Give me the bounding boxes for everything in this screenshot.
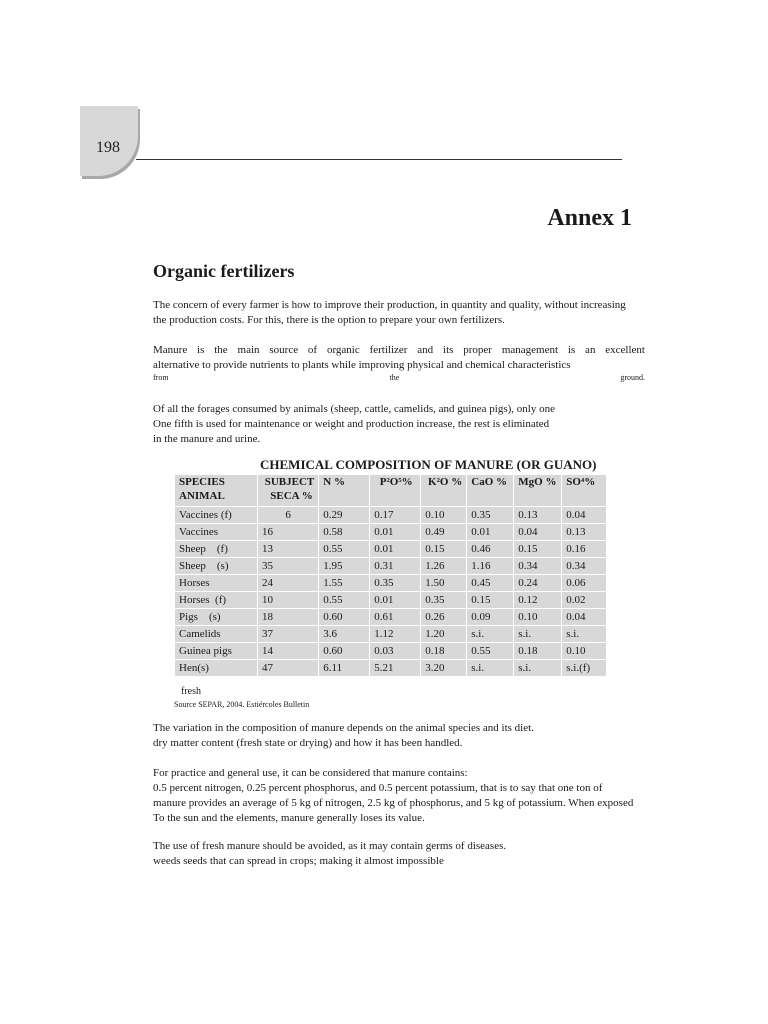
table-cell: 0.60	[319, 609, 370, 626]
table-cell: 0.58	[319, 524, 370, 541]
table-title: CHEMICAL COMPOSITION OF MANURE (OR GUANO)	[260, 457, 597, 472]
table-cell: 0.06	[562, 575, 607, 592]
table-cell: 0.10	[514, 609, 562, 626]
paragraph-line: The concern of every farmer is how to improve their production, in quantity and quality, without increasing	[153, 299, 626, 311]
table-row	[175, 626, 607, 643]
paragraph-line: Manure is the main source of organic fertilizer and its proper management is an excellent	[153, 344, 645, 356]
table-row	[175, 507, 607, 524]
table-cell: Sheep (f)	[175, 541, 258, 558]
paragraph-5	[153, 766, 673, 826]
paragraph-line: One fifth is used for maintenance or weight and production increase, the rest is eliminated	[153, 418, 550, 430]
table-row	[175, 592, 607, 609]
table-cell: 0.04	[562, 507, 607, 524]
table-cell: 0.01	[370, 592, 421, 609]
table-cell: 37	[258, 626, 319, 643]
table-cell: Hen(s)	[175, 660, 258, 677]
table-cell: 0.10	[421, 507, 467, 524]
table-cell: 35	[258, 558, 319, 575]
table-cell: 0.13	[562, 524, 607, 541]
table-cell: s.i.	[514, 626, 562, 643]
page-number: 198	[96, 139, 120, 156]
table-cell: 0.16	[562, 541, 607, 558]
table-cell: Vaccines	[175, 524, 258, 541]
table-cell: 6	[258, 507, 319, 524]
column-header	[370, 475, 421, 507]
column-header	[421, 475, 467, 507]
table-cell: 0.55	[467, 643, 514, 660]
table-cell: 0.01	[370, 524, 421, 541]
table-cell: 0.49	[421, 524, 467, 541]
table-row	[175, 524, 607, 541]
table-row	[175, 609, 607, 626]
table-cell: 0.29	[319, 507, 370, 524]
table-source: Source SEPAR, 2004. Estiércoles Bulletin	[174, 700, 310, 709]
table-cell: s.i.	[467, 626, 514, 643]
table-row	[175, 643, 607, 660]
table-cell: s.i.	[514, 660, 562, 677]
column-header: SUBJECT SECA %	[258, 475, 319, 507]
paragraph-6	[153, 839, 673, 869]
paragraph-line: The variation in the composition of manure depends on the animal species and its diet.	[153, 722, 534, 734]
paragraph-line: alternative to provide nutrients to plants while improving physical and chemical characteristics	[153, 359, 571, 371]
paragraph-line: weeds seeds that can spread in crops; making it almost impossible	[153, 855, 444, 867]
table-row	[175, 660, 607, 677]
table-cell: 0.55	[319, 541, 370, 558]
table-cell: 1.50	[421, 575, 467, 592]
table-cell: Camelids	[175, 626, 258, 643]
paragraph-line: the production costs. For this, there is the option to prepare your own fertilizers.	[153, 314, 505, 326]
table-header-row	[175, 475, 607, 507]
column-header: N %	[319, 475, 370, 507]
table-cell: 0.04	[514, 524, 562, 541]
table-cell: 1.12	[370, 626, 421, 643]
table-cell: 0.03	[370, 643, 421, 660]
table-cell: 0.18	[421, 643, 467, 660]
table-cell: 0.15	[514, 541, 562, 558]
table-cell: 1.20	[421, 626, 467, 643]
table-cell: 0.09	[467, 609, 514, 626]
paragraph-line: from the ground.	[153, 373, 645, 382]
table-cell: Pigs (s)	[175, 609, 258, 626]
table-cell: 16	[258, 524, 319, 541]
table-cell: 0.55	[319, 592, 370, 609]
table-cell: 14	[258, 643, 319, 660]
paragraph-line: manure provides an average of 5 kg of nitrogen, 2.5 kg of phosphorus, and 5 kg of potassium. When exposed	[153, 797, 634, 809]
table-cell: 0.17	[370, 507, 421, 524]
table-cell: Sheep (s)	[175, 558, 258, 575]
table-cell: 0.10	[562, 643, 607, 660]
table-cell: 0.15	[467, 592, 514, 609]
table-cell: 0.26	[421, 609, 467, 626]
section-title: Organic fertilizers	[153, 261, 295, 281]
table-cell: 0.34	[514, 558, 562, 575]
paragraph-4	[153, 721, 673, 751]
paragraph-line: For practice and general use, it can be considered that manure contains:	[153, 767, 468, 779]
table-cell: 0.35	[467, 507, 514, 524]
table-cell: 0.45	[467, 575, 514, 592]
table-cell: 0.46	[467, 541, 514, 558]
table-cell: 47	[258, 660, 319, 677]
table-cell: 0.18	[514, 643, 562, 660]
table-cell: Horses (f)	[175, 592, 258, 609]
table-cell: 0.01	[370, 541, 421, 558]
table-cell: 24	[258, 575, 319, 592]
paragraph-line: To the sun and the elements, manure generally loses its value.	[153, 812, 425, 824]
table-cell: 13	[258, 541, 319, 558]
table-cell: 1.16	[467, 558, 514, 575]
table-row	[175, 558, 607, 575]
table-cell: 0.35	[370, 575, 421, 592]
paragraph-line: dry matter content (fresh state or drying) and how it has been handled.	[153, 737, 463, 749]
paragraph-line: 0.5 percent nitrogen, 0.25 percent phosphorus, and 0.5 percent potassium, that is to say that one ton of	[153, 782, 603, 794]
table-cell: 0.15	[421, 541, 467, 558]
column-header: MgO %	[514, 475, 562, 507]
table-cell: 0.61	[370, 609, 421, 626]
table-row	[175, 541, 607, 558]
table-cell: 5.21	[370, 660, 421, 677]
header-rule	[136, 159, 622, 160]
table-cell: 1.26	[421, 558, 467, 575]
paragraph-line: The use of fresh manure should be avoided, as it may contain germs of diseases.	[153, 840, 507, 852]
paragraph-3	[153, 402, 673, 447]
table-cell: 0.04	[562, 609, 607, 626]
table-row	[175, 575, 607, 592]
table-note: fresh	[181, 686, 201, 697]
table-cell: s.i.	[562, 626, 607, 643]
table-cell: 3.20	[421, 660, 467, 677]
table-cell: Vaccines (f)	[175, 507, 258, 524]
table-cell: 0.31	[370, 558, 421, 575]
table-cell: 0.01	[467, 524, 514, 541]
column-header: CaO %	[467, 475, 514, 507]
table-cell: 3.6	[319, 626, 370, 643]
table-cell: 0.02	[562, 592, 607, 609]
table-cell: 0.13	[514, 507, 562, 524]
table-cell: Guinea pigs	[175, 643, 258, 660]
table-cell: s.i.	[467, 660, 514, 677]
table-cell: 18	[258, 609, 319, 626]
table-cell: 0.60	[319, 643, 370, 660]
paragraph-2	[153, 343, 673, 382]
column-header-text: P²O⁵%	[379, 476, 413, 488]
table-cell: 0.34	[562, 558, 607, 575]
paragraph-line: in the manure and urine.	[153, 433, 261, 445]
table-cell: 10	[258, 592, 319, 609]
annex-title: Annex 1	[547, 205, 632, 231]
paragraph-line: Of all the forages consumed by animals (sheep, cattle, camelids, and guinea pigs), only one	[153, 403, 555, 415]
table-cell: 0.24	[514, 575, 562, 592]
column-header: SPECIES ANIMAL	[175, 475, 258, 507]
manure-composition-table	[174, 474, 607, 677]
table-cell: 0.12	[514, 592, 562, 609]
paragraph-1	[153, 298, 673, 328]
column-header-text: K²O %	[428, 476, 463, 488]
column-header: SO⁴%	[562, 475, 607, 507]
table-cell: 1.55	[319, 575, 370, 592]
table-cell: 1.95	[319, 558, 370, 575]
table-cell: 6.11	[319, 660, 370, 677]
table-cell: s.i.(f)	[562, 660, 607, 677]
table-cell: 0.35	[421, 592, 467, 609]
table-cell: Horses	[175, 575, 258, 592]
